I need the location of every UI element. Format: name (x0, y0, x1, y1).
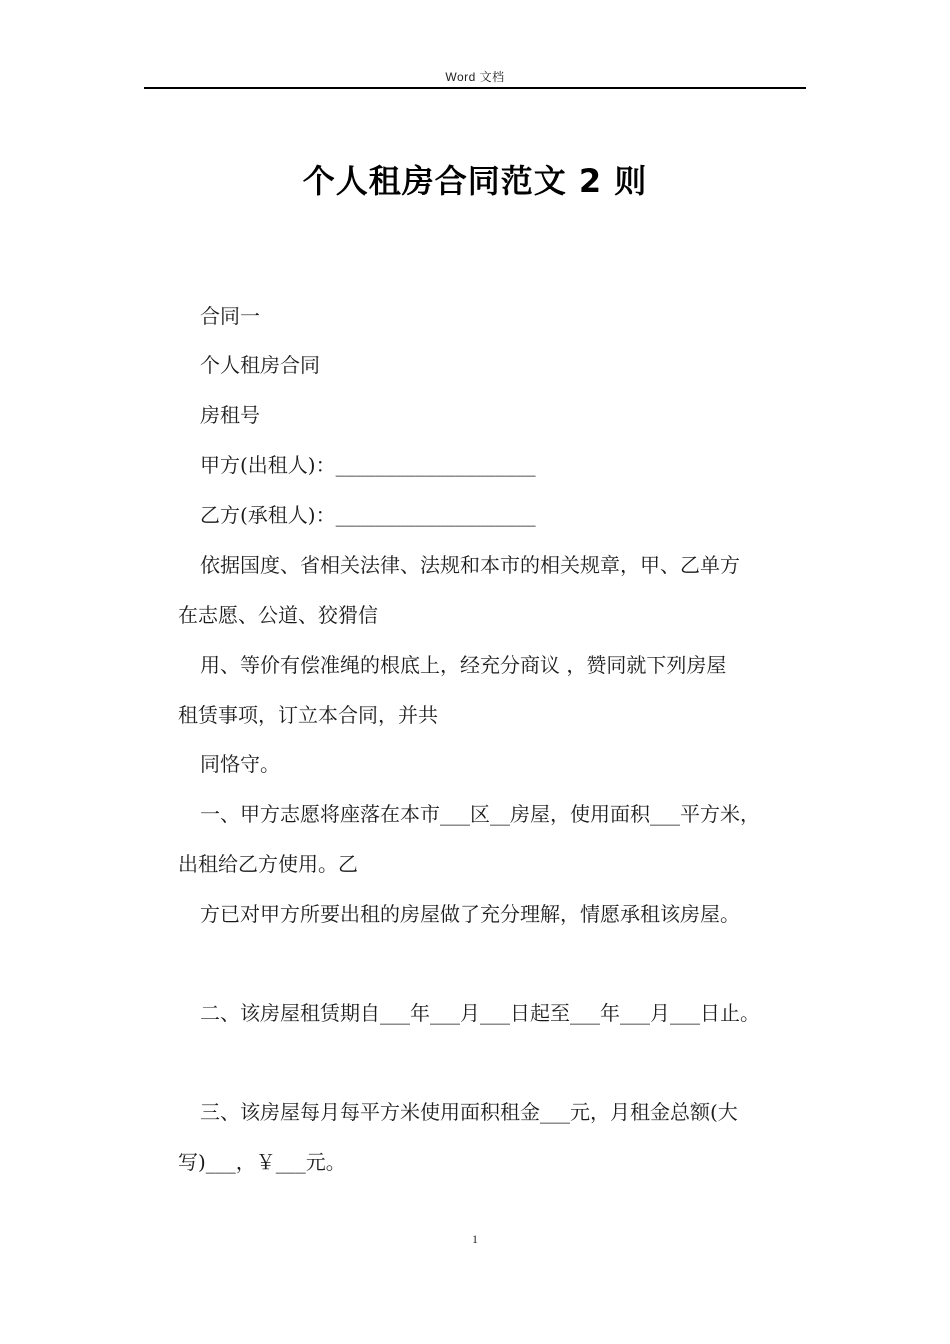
document-title: 个人租房合同范文 2 则 (302, 162, 648, 200)
party-a-line: 甲方(出租人)：____________________ (200, 453, 536, 477)
paragraph-line: 方已对甲方所要出租的房屋做了充分理解，情愿承租该房屋。 (200, 902, 740, 926)
paragraph-line: 在志愿、公道、狡猾信 (178, 603, 378, 627)
paragraph-line: 用、等价有偿准绳的根底上，经充分商议 ，赞同就下列房屋 (200, 653, 727, 677)
paragraph-line: 同恪守。 (200, 752, 280, 776)
page-number: 1 (472, 1232, 478, 1246)
header-divider (144, 87, 806, 89)
clause-1-line: 一、甲方志愿将座落在本市___区__房屋，使用面积___平方米， (200, 802, 760, 826)
paragraph-line: 合同一 (200, 304, 260, 328)
paragraph-line: 出租给乙方使用。乙 (178, 852, 358, 876)
clause-3-line: 三、该房屋每月每平方米使用面积租金___元，月租金总额(大 (200, 1100, 738, 1124)
paragraph-line: 个人租房合同 (200, 353, 320, 377)
paragraph-line: 写)___，￥___元。 (178, 1150, 346, 1174)
page-header: Word 文档 (445, 70, 505, 84)
clause-2-line: 二、该房屋租赁期自___年___月___日起至___年___月___日止。 (200, 1001, 760, 1025)
paragraph-line: 房租号 (200, 403, 260, 427)
paragraph-line: 租赁事项，订立本合同，并共 (178, 703, 438, 727)
party-b-line: 乙方(承租人)：____________________ (200, 503, 536, 527)
paragraph-line: 依据国度、省相关法律、法规和本市的相关规章，甲、乙单方 (200, 553, 740, 577)
